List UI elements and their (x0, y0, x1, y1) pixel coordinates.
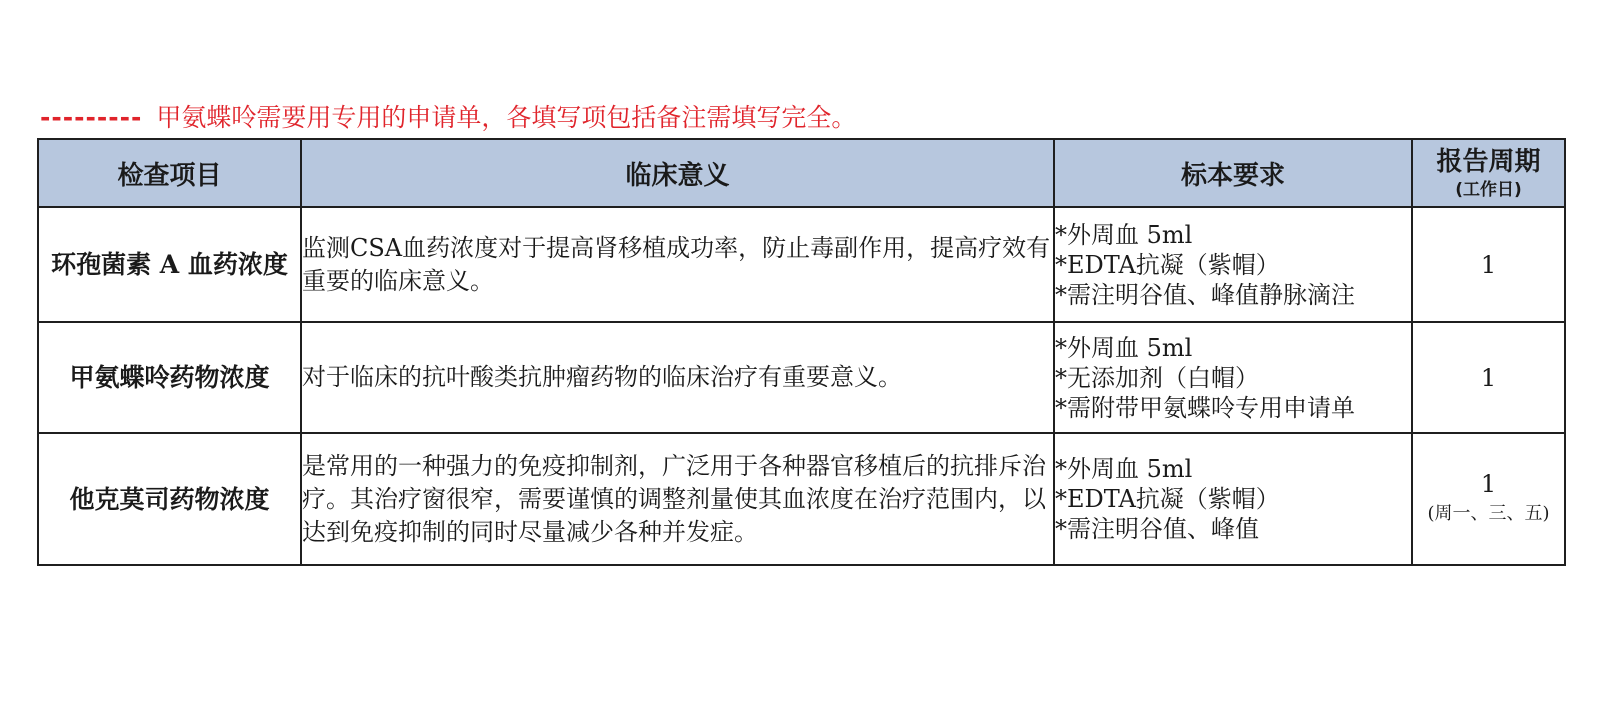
specimen-line: *外周血 5ml (1055, 333, 1193, 362)
cell-item: 环孢菌素 A 血药浓度 (38, 207, 301, 322)
cell-period (1412, 433, 1565, 565)
header-item: 检查项目 (38, 139, 301, 207)
notice-line (40, 98, 856, 134)
specimen-line: *外周血 5ml (1055, 220, 1193, 249)
cell-specimen (1054, 433, 1412, 565)
cell-item: 甲氨蝶呤药物浓度 (38, 322, 301, 433)
table-row (38, 207, 1565, 322)
cell-specimen (1054, 207, 1412, 322)
test-items-table (37, 138, 1566, 566)
table-row (38, 322, 1565, 433)
specimen-line: *需注明谷值、峰值 (1055, 515, 1259, 543)
cell-specimen (1054, 322, 1412, 433)
cell-meaning: 是常用的一种强力的免疫抑制剂，广泛用于各种器官移植后的抗排斥治疗。其治疗窗很窄，需要谨慎的调整剂量使其血浓度在治疗范围内，以达到免疫抑制的同时尽量减少各种并发症。 (301, 433, 1054, 565)
specimen-line: *无添加剂（白帽） (1055, 363, 1259, 392)
period-value: 1 (1480, 470, 1497, 498)
cell-period (1412, 322, 1565, 433)
specimen-line: *EDTA抗凝（紫帽） (1055, 485, 1280, 513)
cell-meaning: 监测CSA血药浓度对于提高肾移植成功率，防止毒副作用，提高疗效有重要的临床意义。 (301, 207, 1054, 322)
header-period-sub: (工作日) (1455, 180, 1522, 200)
specimen-line: *外周血 5ml (1055, 455, 1193, 483)
header-specimen: 标本要求 (1054, 139, 1412, 207)
period-value: 1 (1480, 250, 1497, 279)
table-row (38, 433, 1565, 565)
notice-dashes: --------- (40, 103, 143, 132)
table-header-row (38, 139, 1565, 207)
header-period (1412, 139, 1565, 207)
period-note: (周一、三、五) (1427, 503, 1550, 524)
specimen-line: *EDTA抗凝（紫帽） (1055, 250, 1280, 279)
cell-meaning: 对于临床的抗叶酸类抗肿瘤药物的临床治疗有重要意义。 (301, 322, 1054, 433)
period-value: 1 (1480, 363, 1497, 392)
cell-item: 他克莫司药物浓度 (38, 433, 301, 565)
specimen-line: *需附带甲氨蝶呤专用申请单 (1055, 393, 1355, 422)
cell-period (1412, 207, 1565, 322)
header-meaning: 临床意义 (301, 139, 1054, 207)
specimen-line: *需注明谷值、峰值静脉滴注 (1055, 280, 1355, 309)
notice-text: 甲氨蝶呤需要用专用的申请单，各填写项包括备注需填写完全。 (156, 103, 857, 132)
header-period-label: 报告周期 (1436, 147, 1541, 177)
